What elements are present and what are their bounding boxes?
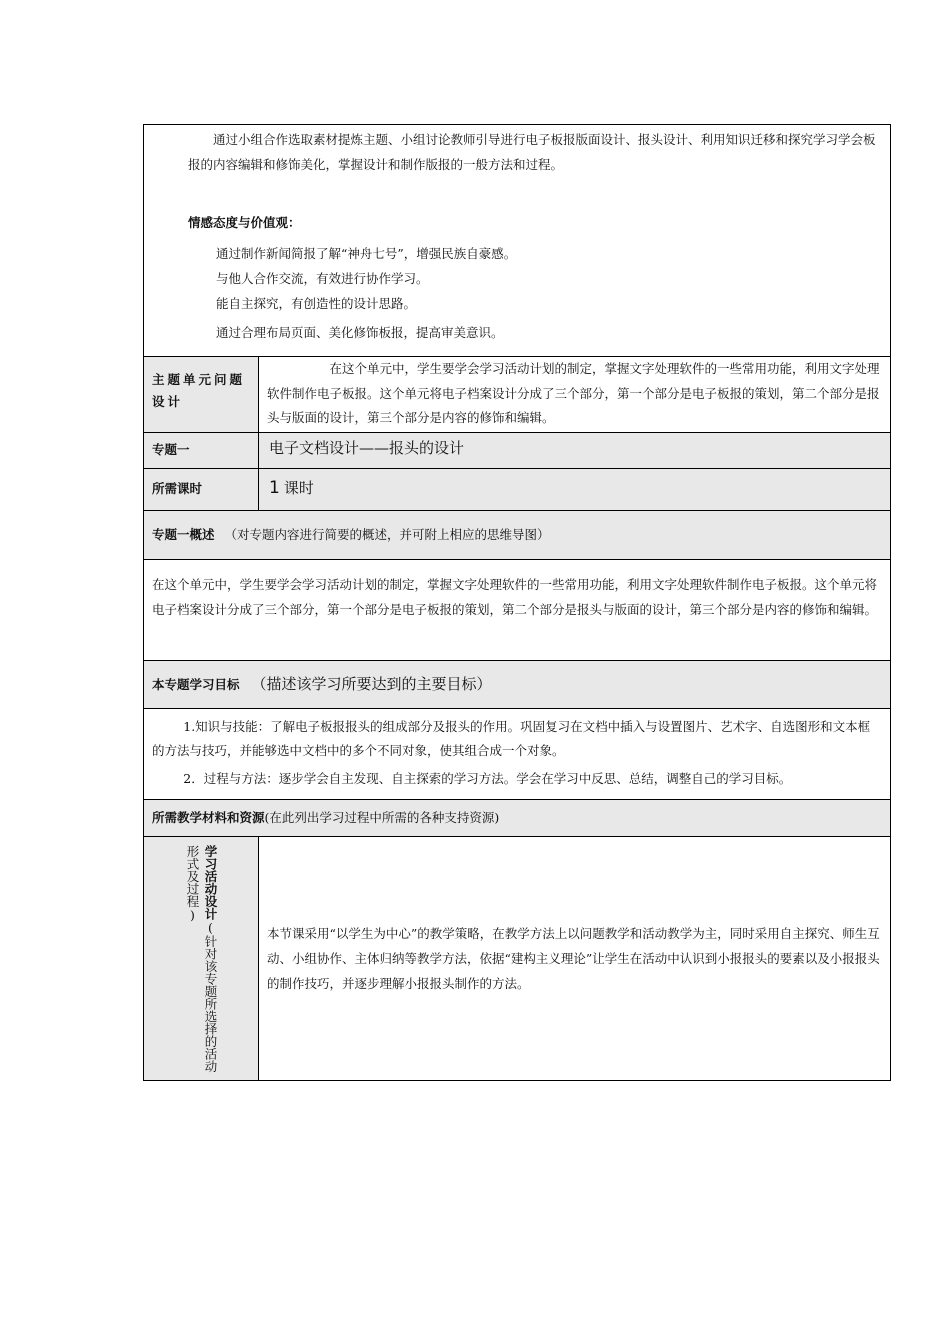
goal-item: 2．过程与方法：逐步学会自主发现、自主探索的学习方法。学会在学习中反思、总结，调整自己的学习目标。 <box>183 771 792 786</box>
emotion-item: 与他人合作交流，有效进行协作学习。 <box>216 271 429 286</box>
goals-header-cell <box>144 661 891 709</box>
emotion-item: 通过合理布局页面、美化修饰板报，提高审美意识。 <box>216 325 504 340</box>
hours-label: 所需课时 <box>152 481 203 496</box>
resources-hint: (在此列出学习过程中所需的各种支持资源) <box>264 810 500 825</box>
activity-label-bold: 学习活动设计 <box>203 845 218 920</box>
lesson-plan-document <box>143 124 890 1081</box>
unit-problem-label-cell <box>144 357 259 433</box>
goals-label: 本专题学习目标 <box>152 677 240 692</box>
unit-problem-label: 主题单元问题设计 <box>152 372 246 409</box>
hours-label-cell <box>144 469 259 511</box>
overview-text-cell <box>144 560 891 661</box>
overview-hint: （对专题内容进行简要的概述，并可附上相应的思维导图） <box>224 527 550 542</box>
activity-label-normal: (针对该专题所选择的活动形式及过程) <box>185 845 218 1073</box>
activity-text-cell <box>259 837 891 1081</box>
hours-value-num: 1 <box>269 478 280 498</box>
topic-value-cell <box>259 433 891 469</box>
unit-problem-text-cell <box>259 357 891 433</box>
topic-label-cell <box>144 433 259 469</box>
unit-problem-text: 在这个单元中，学生要学会学习活动计划的制定，掌握文字处理软件的一些常用功能，利用文字处理软件制作电子板报。这个单元将电子档案设计分成了三个部分，第一个部分是电子板报的策划，第二个部分是报头与版面的设计，第三个部分是内容的修饰和编辑。 <box>267 361 880 425</box>
activity-label-cell <box>144 837 259 1081</box>
lesson-plan-table <box>143 124 891 1081</box>
activity-text: 本节课采用“以学生为中心”的教学策略，在教学方法上以问题教学和活动教学为主，同时采用自主探究、师生互动、小组协作、主体归纳等教学方法，依据“建构主义理论”让学生在活动中认识到小报报头的要素以及小报报头的制作技巧，并逐步理解小报报头制作的方法。 <box>267 926 880 991</box>
intro-cell <box>144 125 891 357</box>
overview-header-cell <box>144 511 891 560</box>
emotion-item: 通过制作新闻简报了解“神舟七号”，增强民族自豪感。 <box>216 246 517 261</box>
goals-hint: （描述该学习所要达到的主要目标） <box>251 675 492 693</box>
overview-label: 专题一概述 <box>152 527 215 542</box>
overview-text: 在这个单元中，学生要学会学习活动计划的制定，掌握文字处理软件的一些常用功能，利用文字处理软件制作电子板报。这个单元将电子档案设计分成了三个部分，第一个部分是电子板报的策划，第二个部分是报头与版面的设计，第三个部分是内容的修饰和编辑。 <box>152 577 878 617</box>
topic-value: 电子文档设计——报头的设计 <box>269 439 465 457</box>
hours-value-cell <box>259 469 891 511</box>
resources-header-cell <box>144 800 891 837</box>
hours-value-unit: 课时 <box>283 479 314 497</box>
goals-text-cell <box>144 709 891 800</box>
resources-label: 所需教学材料和资源 <box>152 810 265 825</box>
activity-label <box>183 845 219 1073</box>
topic-label: 专题一 <box>152 442 190 457</box>
emotion-item: 能自主探究，有创造性的设计思路。 <box>216 296 417 311</box>
method-text: 通过小组合作选取素材提炼主题、小组讨论教师引导进行电子板报版面设计、报头设计、利用知识迁移和探究学习学会板报的内容编辑和修饰美化，掌握设计和制作版报的一般方法和过程。 <box>188 132 876 172</box>
goal-item: 1.知识与技能：了解电子板报报头的组成部分及报头的作用。巩固复习在文档中插入与设置图片、艺术字、自选图形和文本框的方法与技巧，并能够选中文档中的多个不同对象，使其组合成一个对象。 <box>152 719 871 758</box>
emotion-title: 情感态度与价值观： <box>188 215 301 230</box>
